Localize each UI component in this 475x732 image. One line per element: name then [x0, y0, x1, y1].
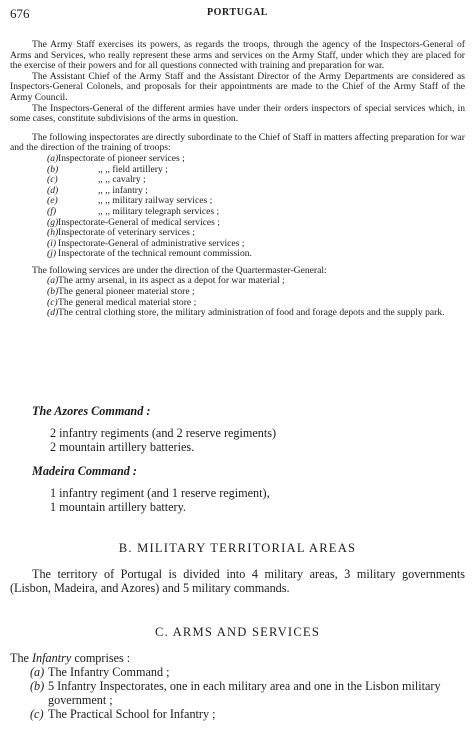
page-number: 676 — [10, 6, 30, 21]
army-staff-section — [10, 40, 465, 319]
list-item: (h) Inspectorate of veterinary services ; — [47, 227, 195, 239]
list-item: (a) The army arsenal, in its aspect as a depot for war material ; — [47, 275, 285, 287]
section-c — [10, 625, 465, 721]
paragraph-quartermaster-intro: The following services are under the direction of the Quartermaster-General: — [32, 264, 327, 276]
page-header — [10, 4, 465, 24]
list-item: (a) The Infantry Command ; — [30, 665, 170, 679]
list-item: (d) The central clothing store, the military administration of food and forage depots and the supply park. — [47, 307, 445, 319]
paragraph-army-staff-powers: The Army Staff exercises its powers, as regards the troops, through the agency of the Inspectors-General of Arms and Services, who really represent these arms and services on the Army Staff, under which they are placed for the exercise of their powers and for all questions connected with training and preparation for war. — [10, 39, 465, 72]
paragraph-inspectors-general: The Inspectors-General of the different armies have under their orders inspectors of special services which, in some cases, constitute subdivisions of the arms in question. — [10, 102, 465, 125]
list-item: (c) The Practical School for Infantry ; — [30, 707, 216, 721]
madeira-command-heading: Madeira Command : — [32, 464, 137, 478]
list-item: (f) ,, ,, military telegraph services ; — [47, 205, 220, 217]
infantry-list — [10, 665, 465, 721]
azores-command-heading: The Azores Command : — [32, 404, 151, 418]
section-b-heading: B. MILITARY TERRITORIAL AREAS — [118, 541, 357, 555]
list-item: (b) ,, ,, field artillery ; — [47, 163, 168, 175]
section-c-heading: C. ARMS AND SERVICES — [154, 625, 321, 639]
running-head: PORTUGAL — [206, 7, 269, 18]
madeira-line: 1 infantry regiment (and 1 reserve regiment), — [50, 486, 270, 500]
infantry-intro: The Infantry comprises : — [10, 651, 131, 665]
madeira-command-block — [10, 464, 465, 514]
azores-line: 2 mountain artillery batteries. — [50, 440, 195, 454]
list-item: (b) 5 Infantry Inspectorates, one in each military area and one in the Lisbon military government ; — [30, 679, 441, 707]
azores-command-block — [10, 404, 465, 454]
list-item: (d) ,, ,, infantry ; — [47, 184, 148, 196]
list-item: (i) Inspectorate-General of administrative services ; — [47, 237, 245, 249]
quartermaster-services-list — [10, 276, 465, 318]
madeira-line: 1 mountain artillery battery. — [50, 500, 186, 514]
paragraph-assistant-chief: The Assistant Chief of the Army Staff and the Assistant Director of the Army Departments are considered as Inspectors-General Colonels, and proposals for their appointments are made to the Chief of the Army Staff of the Army Council. — [10, 70, 465, 103]
azores-line: 2 infantry regiments (and 2 reserve regiments) — [50, 426, 277, 440]
list-item: (j) Inspectorate of the technical remount commission. — [47, 248, 252, 260]
list-item: (e) ,, ,, military railway services ; — [47, 195, 213, 207]
list-item: (c) The general medical material store ; — [47, 296, 197, 308]
inspectorates-list — [10, 154, 465, 260]
list-item: (c) ,, ,, cavalry ; — [47, 174, 146, 186]
list-item: (g) Inspectorate-General of medical services ; — [47, 216, 220, 228]
section-b-text: The territory of Portugal is divided into 4 military areas, 3 military governments (Lisbon, Madeira, and Azores) and 5 military commands. — [10, 567, 465, 595]
list-item: (b) The general pioneer material store ; — [47, 286, 195, 298]
list-item: (a) Inspectorate of pioneer services ; — [47, 152, 185, 164]
paragraph-inspectorates-intro: The following inspectorates are directly subordinate to the Chief of Staff in matters affecting preparation for war and the direction of the training of troops: — [10, 131, 465, 154]
section-b — [10, 541, 465, 595]
